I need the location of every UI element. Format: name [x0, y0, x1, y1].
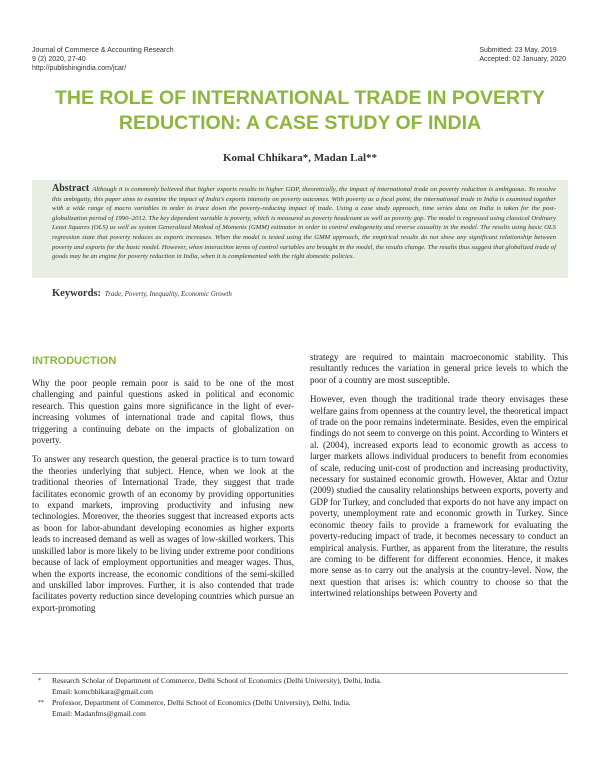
journal-issue: 9 (2) 2020, 27-40	[32, 56, 86, 63]
title-line-1: THE ROLE OF INTERNATIONAL TRADE IN POVERTY	[54, 87, 546, 109]
section-heading: INTRODUCTION	[32, 355, 117, 367]
paragraph: strategy are required to maintain macroeconomic stability. This resultantly reduces the variation in general price levels to which the poor of a country are most susceptible.	[310, 352, 568, 385]
footnote-separator	[32, 673, 568, 674]
right-column	[310, 352, 568, 608]
journal-header	[32, 46, 174, 73]
paragraph: To answer any research question, the general practice is to turn toward the theories underlying that subject. Hence, when we look at the traditional theories of International Trade, they suggest that trade facilitates economic growth of an economy by providing opportunities to expand markets, improving productivity and infusing new technologies. Moreover, the theories suggest that increased exports acts as boon for labor-abundant developing economies as higher exports leads to increased demand as well as wages of low-skilled workers. This unskilled labor is more likely to be living under extreme poor conditions because of lack of employment opportunities and meager wages. Thus, when the exports increase, the economic conditions of the semi-skilled and unskilled labor improves. Further, it is also contended that trade facilitates poverty reduction since developing countries which pursue an export-promoting	[32, 454, 294, 613]
paper-title	[30, 86, 570, 136]
journal-name: Journal of Commerce & Accounting Research	[32, 47, 174, 54]
footnote-affiliation: Research Scholar of Department of Commerce, Delhi School of Economics (Delhi University), Delhi, India.	[52, 676, 382, 685]
keywords-text: Trade, Poverty, Inequality, Economic Growth	[104, 290, 232, 298]
authors: Komal Chhikara*, Madan Lal**	[222, 152, 378, 164]
abstract-text: Although it is commonly believed that higher exports results in higher GDP, theoretically, the impact of international trade on poverty reduction is ambiguous. To resolve this ambiguity, this paper aims to examine the impact of India's exports intensity on poverty outcomes. With poverty as a focal point, the international trade in India is examined together with a wide range of macro variables in order to trace down the poverty-reducing impact of trade. Using a case study approach, time series data on India is taken for the post-globalization period of 1990–2012. The key dependent variable is poverty, which is measured as poverty headcount as well as poverty gap. The model is regressed using classical Ordinary Least Squares (OLS) as well as system Generalized Method of Moments (GMM) estimator in order to control endogeneity and reverse causality in the model. The results using basic OLS regression state that poverty reduces as exports increases. When the model is tested using the GMM approach, the empirical results do not show any significant relationship between poverty and exports for the basic model. However, when interaction terms of control variables are brought in the model, the results change. The results thus suggest that globalized trade of goods may be an engine for poverty reduction in India, when it is complemented with the right domestic policies.	[52, 186, 556, 261]
footnote-affiliation: Professor, Department of Commerce, Delhi School of Economics (Delhi University), Delhi, India.	[52, 698, 351, 707]
footnote-mark: *	[38, 678, 41, 684]
paragraph: Why the poor people remain poor is said to be one of the most challenging and painful questions asked in political and economic research. This question gains more significance in the light of ever-increasing volumes of international trade and capital flows, thus triggering a continuing debate on the impacts of globalization on poverty.	[32, 378, 294, 446]
abstract	[52, 184, 556, 262]
journal-url[interactable]: http://publishingindia.com/jcar/	[32, 65, 127, 72]
submitted-date: Submitted: 23 May, 2019	[479, 47, 557, 54]
left-column	[32, 378, 294, 622]
footnote-email[interactable]: Email: komchhikara@gmail.com	[52, 686, 154, 696]
dates-header	[479, 46, 566, 64]
keywords-heading: Keywords:	[52, 288, 101, 299]
footnote	[38, 676, 558, 697]
keywords	[52, 288, 232, 299]
paragraph: However, even though the traditional trade theory envisages these welfare gains from openness at the country level, the theoretical impact of trade on the poor remains indeterminate. Besides, even the empirical findings do not seem to converge on this point. According to Winters et al. (2004), increased exports lead to economic growth as access to larger markets allows individual producers to benefit from economies of scale, reducing unit-cost of production and increasing productivity, necessary for sustained economic growth. However, Aktar and Oztur (2009) studied the causality relationships between exports, poverty and GDP for Turkey, and concluded that exports do not have any impact on poverty, unemployment rate and economic growth in Turkey. Since economic theory fails to provide a framework for evaluating the poverty-reducing impact of trade, it becomes necessary to conduct an empirical analysis. Further, as apparent from the literature, the results are coming to be different for different economies. Hence, it makes more sense as to carry out the analysis at the country-level. Now, the next question that arises is: which country to choose so that the intertwined relationships between Poverty and	[310, 394, 568, 599]
abstract-heading: Abstract	[52, 183, 90, 194]
title-line-2: REDUCTION: A CASE STUDY OF INDIA	[118, 112, 482, 134]
footnotes	[38, 676, 558, 720]
footnote-mark: **	[38, 700, 44, 706]
footnote	[38, 698, 558, 719]
accepted-date: Accepted: 02 January, 2020	[479, 56, 566, 63]
footnote-email[interactable]: Email: Madanfms@gmail.com	[52, 708, 146, 718]
